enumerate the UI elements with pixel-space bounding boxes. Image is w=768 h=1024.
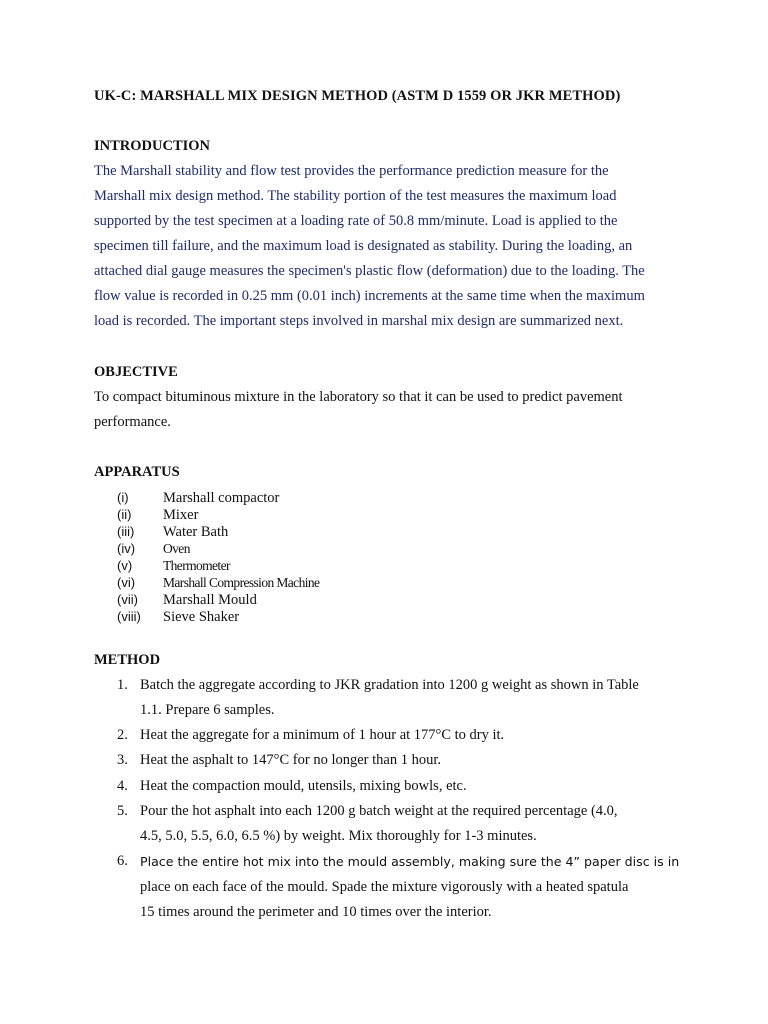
apparatus-item-text: Oven: [163, 541, 190, 556]
introduction-line: supported by the test specimen at a loading rate of 50.8 mm/minute. Load is applied to the: [94, 213, 618, 229]
method-step-line: Heat the aggregate for a minimum of 1 hour at 177°C to dry it.: [140, 727, 505, 743]
apparatus-item-number: (vi): [117, 575, 136, 590]
apparatus-item-text: Thermometer: [163, 558, 230, 573]
introduction-line: The Marshall stability and flow test provides the performance prediction measure for the: [94, 163, 609, 179]
objective-line: To compact bituminous mixture in the laboratory so that it can be used to predict pavement: [94, 389, 623, 405]
apparatus-item-number: (i): [117, 490, 129, 505]
objective-heading: OBJECTIVE: [94, 364, 178, 380]
apparatus-item-text: Marshall Mould: [163, 592, 257, 608]
method-heading: METHOD: [94, 652, 161, 668]
document-title: UK-C: MARSHALL MIX DESIGN METHOD (ASTM D 1559 OR JKR METHOD): [94, 88, 621, 104]
method-step-number: 4.: [117, 778, 128, 794]
apparatus-item-text: Mixer: [163, 507, 199, 523]
apparatus-item-text: Water Bath: [163, 524, 229, 540]
introduction-line: load is recorded. The important steps involved in marshal mix design are summarized next.: [94, 313, 624, 329]
apparatus-item-number: (viii): [117, 609, 141, 624]
method-step-line: place on each face of the mould. Spade the mixture vigorously with a heated spatula: [140, 879, 629, 895]
method-step-number: 5.: [117, 803, 128, 819]
apparatus-item-text: Marshall compactor: [163, 490, 280, 506]
apparatus-item-number: (iv): [117, 541, 136, 556]
method-step-line: Place the entire hot mix into the mould assembly, making sure the 4” paper disc is in: [140, 854, 680, 869]
method-step-line: Pour the hot asphalt into each 1200 g batch weight at the required percentage (4.0,: [140, 803, 618, 819]
method-step-number: 1.: [117, 677, 128, 693]
method-step-line: 1.1. Prepare 6 samples.: [140, 702, 275, 718]
method-step-line: Heat the compaction mould, utensils, mixing bowls, etc.: [140, 778, 467, 794]
introduction-line: attached dial gauge measures the specimen's plastic flow (deformation) due to the loading. The: [94, 263, 645, 279]
introduction-line: flow value is recorded in 0.25 mm (0.01 inch) increments at the same time when the maximum: [94, 288, 645, 304]
method-step-line: 4.5, 5.0, 5.5, 6.0, 6.5 %) by weight. Mix thoroughly for 1-3 minutes.: [140, 828, 537, 844]
apparatus-item-number: (ii): [117, 507, 132, 522]
introduction-line: specimen till failure, and the maximum load is designated as stability. During the loading, an: [94, 238, 633, 254]
apparatus-item-text: Sieve Shaker: [163, 609, 240, 625]
objective-line: performance.: [94, 414, 171, 430]
method-step-number: 3.: [117, 752, 128, 768]
apparatus-item-number: (iii): [117, 524, 135, 539]
method-step-line: 15 times around the perimeter and 10 times over the interior.: [140, 904, 492, 920]
apparatus-heading: APPARATUS: [94, 464, 180, 480]
method-step-number: 6.: [117, 853, 128, 869]
introduction-heading: INTRODUCTION: [94, 138, 211, 154]
method-step-line: Heat the asphalt to 147°C for no longer than 1 hour.: [140, 752, 441, 768]
method-step-number: 2.: [117, 727, 128, 743]
apparatus-item-number: (vii): [117, 592, 138, 607]
method-step-line: Batch the aggregate according to JKR gradation into 1200 g weight as shown in Table: [140, 677, 639, 693]
apparatus-item-text: Marshall Compression Machine: [163, 575, 320, 590]
apparatus-item-number: (v): [117, 558, 133, 573]
introduction-line: Marshall mix design method. The stability portion of the test measures the maximum load: [94, 188, 617, 204]
